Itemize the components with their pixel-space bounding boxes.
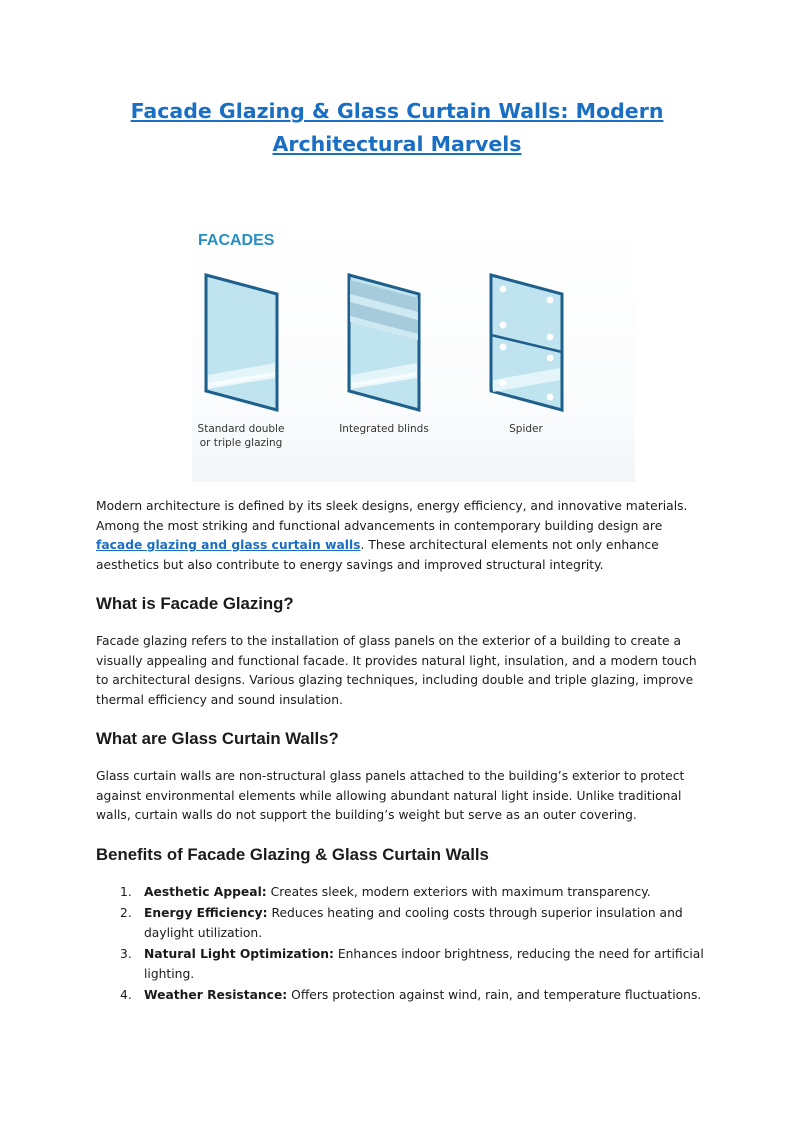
benefit-text: Enhances indoor brightness, reducing the need for artificial lighting. xyxy=(144,946,704,981)
list-number: 2. xyxy=(120,905,132,920)
spider-fitting-icon xyxy=(500,286,507,293)
list-number: 3. xyxy=(120,946,132,961)
benefit-text: Offers protection against wind, rain, and temperature fluctuations. xyxy=(287,987,702,1002)
standard-glazing-label: Standard double xyxy=(197,423,285,435)
benefit-term: Weather Resistance: xyxy=(144,987,288,1002)
benefit-term: Aesthetic Appeal: xyxy=(144,885,267,899)
benefit-text: Creates sleek, modern exteriors with maximum transparency. xyxy=(266,885,651,899)
facade-glazing-link[interactable]: facade glazing and glass curtain walls xyxy=(96,538,361,553)
benefit-term: Energy Efficiency: xyxy=(144,905,268,920)
list-item xyxy=(96,985,706,1006)
integrated-blinds-panel xyxy=(349,275,419,410)
list-number: 4. xyxy=(120,987,132,1002)
spider-label: Spider xyxy=(509,423,543,435)
facades-illustration xyxy=(192,220,635,482)
list-item xyxy=(96,903,706,944)
list-number: 1. xyxy=(120,885,132,899)
page-title[interactable]: Facade Glazing & Glass Curtain Walls: Modern Architectural Marvels xyxy=(130,99,664,156)
integrated-blinds-label: Integrated blinds xyxy=(339,423,429,435)
intro-paragraph xyxy=(96,497,706,575)
section-heading-benefits: Benefits of Facade Glazing & Glass Curtain Walls xyxy=(96,845,489,864)
curtain-walls-paragraph: Glass curtain walls are non-structural glass panels attached to the building’s exterior to protect against environmental elements while allowing abundant natural light inside. Unlike traditional walls, curtain walls do not support the building’s weight but serve as an outer covering. xyxy=(96,769,685,823)
intro-text: Modern architecture is defined by its sleek designs, energy efficiency, and innovative materials. Among the most striking and functional advancements in contemporary building design are xyxy=(96,499,688,533)
section-heading-facade-glazing: What is Facade Glazing? xyxy=(96,594,294,613)
benefits-list xyxy=(96,882,706,1005)
benefit-term: Natural Light Optimization: xyxy=(144,946,334,961)
figure-heading: FACADES xyxy=(198,232,275,249)
facade-glazing-paragraph: Facade glazing refers to the installation of glass panels on the exterior of a building to create a visually appealing and functional facade. It provides natural light, insulation, and a modern touch to architectural designs. Various glazing techniques, including double and triple glazing, improve thermal efficiency and sound insulation. xyxy=(96,634,697,707)
section-heading-curtain-walls: What are Glass Curtain Walls? xyxy=(96,729,339,748)
benefit-text: Reduces heating and cooling costs through superior insulation and daylight utilization. xyxy=(144,905,683,940)
list-item xyxy=(96,882,706,903)
standard-glazing-panel xyxy=(206,275,277,410)
list-item xyxy=(96,944,706,985)
spider-glazing-panel xyxy=(491,275,562,410)
facades-figure xyxy=(192,220,635,482)
intro-text-end: . These architectural elements not only enhance aesthetics but also contribute to energy savings and improved structural integrity. xyxy=(96,538,659,572)
standard-glazing-label-2: or triple glazing xyxy=(199,437,283,449)
